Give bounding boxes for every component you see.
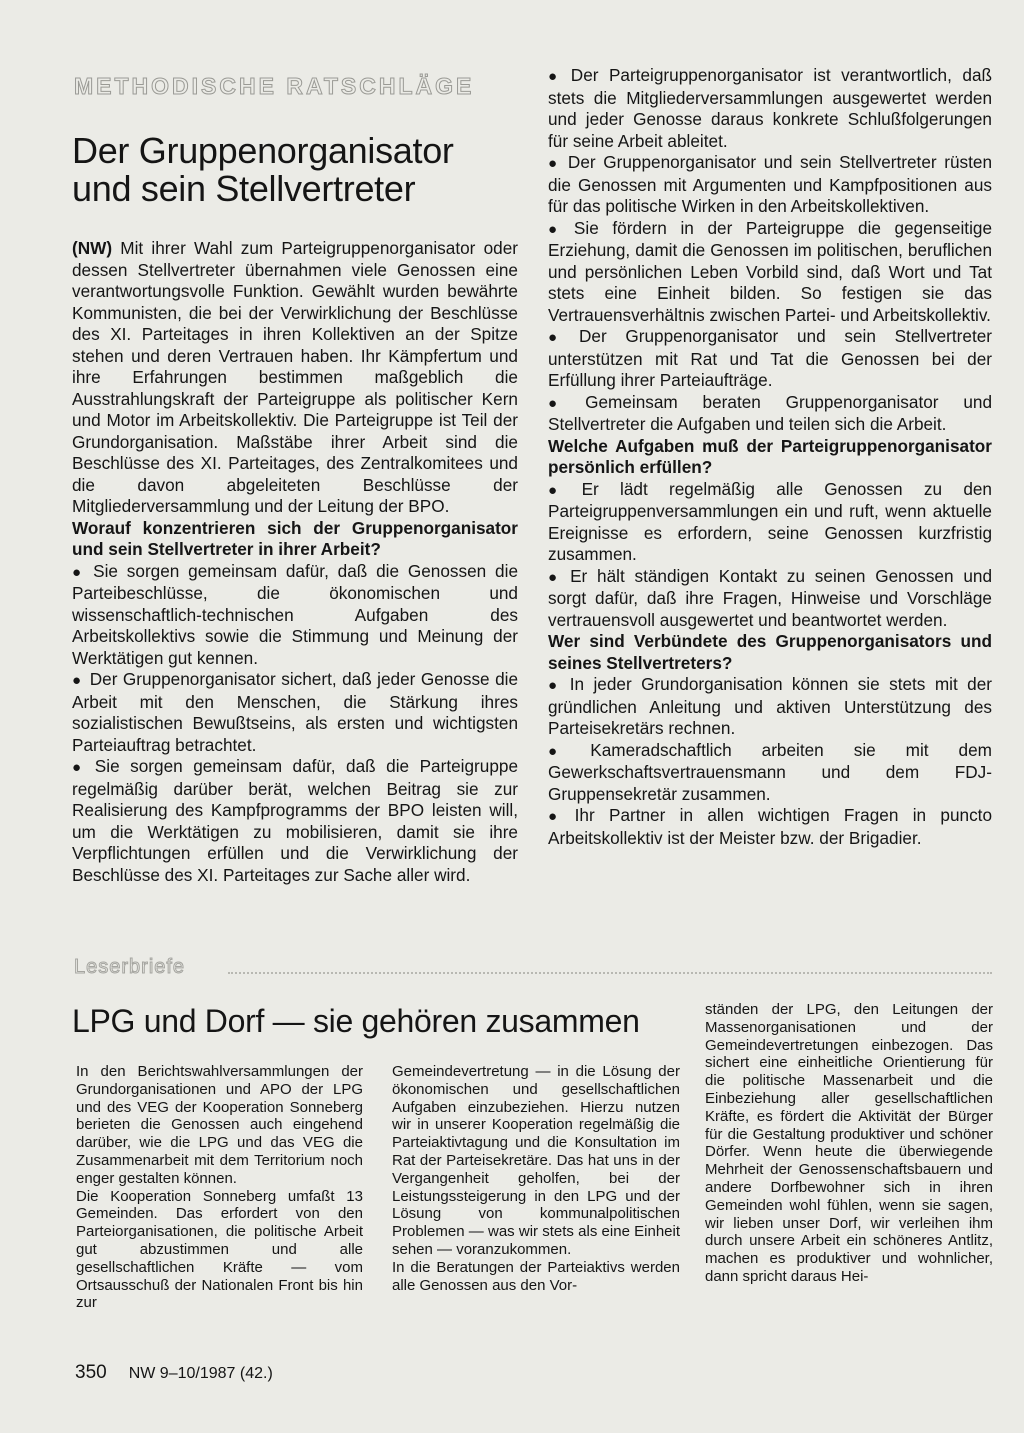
question-heading-3: Wer sind Verbündete des Gruppenorganisators und seines Stellvertreters? xyxy=(548,631,992,673)
bullet-item: ● Der Gruppenorganisator und sein Stellvertreter unterstützen mit Rat und Tat die Genossen bei der Erfüllung ihrer Parteiaufträge. xyxy=(548,326,992,392)
page-number: 350 xyxy=(75,1362,107,1383)
bullet-item: ● Er hält ständigen Kontakt zu seinen Genossen und sorgt dafür, daß ihre Fragen, Hinweise und Vorschläge vertrauensvoll ausgewertet und beantwortet werden. xyxy=(548,566,992,632)
question-heading-1: Worauf konzentrieren sich der Gruppenorganisator und sein Stellvertreter in ihrer Arbeit? xyxy=(72,517,518,559)
lead-paragraph xyxy=(72,238,518,518)
letters-column-1 xyxy=(76,1063,363,1312)
letters-kicker: Leserbriefe xyxy=(74,956,186,978)
letters-column-3 xyxy=(705,1001,993,1286)
section-kicker: METHODISCHE RATSCHLÄGE xyxy=(74,73,475,99)
bullet-item: ● In jeder Grundorganisation können sie stets mit der gründlichen Anleitung und aktiven Unterstützung des Parteisekretärs rechnen. xyxy=(548,674,992,740)
lead-tag: (NW) xyxy=(72,238,113,258)
bullet-item: ● Sie sorgen gemeinsam dafür, daß die Parteigruppe regelmäßig darüber berät, welchen Beitrag sie zur Realisierung des Kampfprogramms der BPO leisten will, um die Werktätigen zu mobilisieren, damit sie ihre Verpflichtungen erfüllen und die Verwirklichung der Beschlüsse des XI. Parteitages zur Sache aller wird. xyxy=(72,756,518,886)
right-column xyxy=(548,65,992,849)
article-headline xyxy=(72,132,512,208)
left-column xyxy=(72,238,518,886)
letters-headline: LPG und Dorf — sie gehören zusammen xyxy=(72,1003,640,1039)
page-footer xyxy=(75,1362,273,1384)
headline-line-2: und sein Stellvertreter xyxy=(72,168,416,209)
issue-reference: NW 9–10/1987 (42.) xyxy=(128,1365,273,1382)
bullet-item: ● Der Gruppenorganisator sichert, daß jeder Genosse die Arbeit mit den Menschen, die Stärkung ihres sozialistischen Bewußtseins, als ersten und wichtigsten Parteiauftrag betrachtet. xyxy=(72,669,518,756)
bullet-item: ● Sie sorgen gemeinsam dafür, daß die Genossen die Parteibeschlüsse, die ökonomischen und wissenschaftlich-technischen Aufgaben des Arbeitskollektivs sowie die Stimmung und Meinung der Werktätigen gut kennen. xyxy=(72,561,518,670)
bullet-item: ● Er lädt regelmäßig alle Genossen zu den Parteigruppenversammlungen ein und ruft, wenn aktuelle Ereignisse es erfordern, seine Genossen kurzfristig zusammen. xyxy=(548,479,992,566)
paragraph: In den Berichtswahlversammlungen der Grundorganisationen und APO der LPG und des VEG der Kooperation Sonneberg berieten die Genossen auch eingehend darüber, wie die LPG und das VEG die Zusammenarbeit mit dem Territorium noch enger gestalten können. xyxy=(76,1063,363,1187)
bullet-item: ● Kameradschaftlich arbeiten sie mit dem Gewerkschaftsvertrauensmann und dem FDJ-Gruppensekretär zusammen. xyxy=(548,740,992,806)
paragraph: Die Kooperation Sonneberg umfaßt 13 Gemeinden. Das erfordert von den Parteiorganisationen, die politische Arbeit gut abzustimmen und alle gesellschaftlichen Kräfte — vom Ortsausschuß der Nationalen Front bis hin zur xyxy=(76,1187,363,1312)
paragraph: Gemeindevertretung — in die Lösung der ökonomischen und gesellschaftlichen Aufgaben einzubeziehen. Hierzu nutzen wir in unserer Kooperation regelmäßig die Parteiaktivtagung und die Konsultation im Rat der Parteisekretäre. Das hat uns in der Vergangenheit geholfen, bei der Leistungssteigerung in den LPG und der Lösung von kommunalpolitischen Problemen — was wir stets als eine Einheit sehen — voranzukommen. xyxy=(392,1063,680,1258)
bullet-item: ● Der Gruppenorganisator und sein Stellvertreter rüsten die Genossen mit Argumenten und Kampfpositionen aus für das politische Wirken in den Arbeitskollektiven. xyxy=(548,152,992,218)
paragraph: ständen der LPG, den Leitungen der Massenorganisationen und der Gemeindevertretungen einbezogen. Das sichert eine einheitliche Orientierung für die politische Massenarbeit und die Einbeziehung aller gesellschaftlichen Kräfte, es fördert die Aktivität der Bürger für die Gestaltung produktiver und schöner Dörfer. Wenn heute die überwiegende Mehrheit der Genossenschaftsbauern und andere Dorfbewohner sich in ihren Gemeinden wohl fühlen, wenn sie sagen, wir lieben unser Dorf, wir verleihen ihm durch unsere Arbeit ein schöneres Antlitz, machen es produktiver und wohnlicher, dann spricht daraus Hei- xyxy=(705,1001,993,1285)
lead-text: Mit ihrer Wahl zum Parteigruppenorganisator oder dessen Stellvertreter übernahmen viele Genossen eine verantwortungsvolle Funktion. Gewählt wurden bewährte Kommunisten, die bei der Verwirklichung der Beschlüsse des XI. Parteitages in ihren Kollektiven an der Spitze stehen und deren Vertrauen haben. Ihr Kämpfertum und ihre Erfahrungen bestimmen maßgeblich die Ausstrahlungskraft der Parteigruppe als politischer Kern und Motor im Arbeitskollektiv. Die Parteigruppe ist Teil der Grundorganisation. Maßstäbe ihrer Arbeit sind die Beschlüsse des XI. Parteitages, des Zentralkomitees und die davon abgeleiteten Beschlüsse der Mitgliederversammlung und der Leitung der BPO. xyxy=(72,238,518,516)
section-divider xyxy=(228,972,992,974)
bullet-item: ● Gemeinsam beraten Gruppenorganisator und Stellvertreter die Aufgaben und teilen sich die Arbeit. xyxy=(548,392,992,436)
bullet-item: ● Der Parteigruppenorganisator ist verantwortlich, daß stets die Mitgliederversammlungen ausgewertet werden und jeder Genosse daraus konkrete Schlußfolgerungen für seine Arbeit ableitet. xyxy=(548,65,992,152)
letters-column-2 xyxy=(392,1063,680,1294)
bullet-item: ● Ihr Partner in allen wichtigen Fragen in puncto Arbeitskollektiv ist der Meister bzw. der Brigadier. xyxy=(548,805,992,849)
headline-line-1: Der Gruppenorganisator xyxy=(72,130,454,171)
question-heading-2: Welche Aufgaben muß der Parteigruppenorganisator persönlich erfüllen? xyxy=(548,435,992,477)
bullet-item: ● Sie fördern in der Parteigruppe die gegenseitige Erziehung, damit die Genossen im politischen, beruflichen und persönlichen Leben Vorbild sind, daß Wort und Tat stets eine Einheit bilden. So festigen sie das Vertrauensverhältnis zwischen Partei- und Arbeitskollektiv. xyxy=(548,218,992,327)
paragraph: In die Beratungen der Parteiaktivs werden alle Genossen aus den Vor- xyxy=(392,1258,680,1294)
